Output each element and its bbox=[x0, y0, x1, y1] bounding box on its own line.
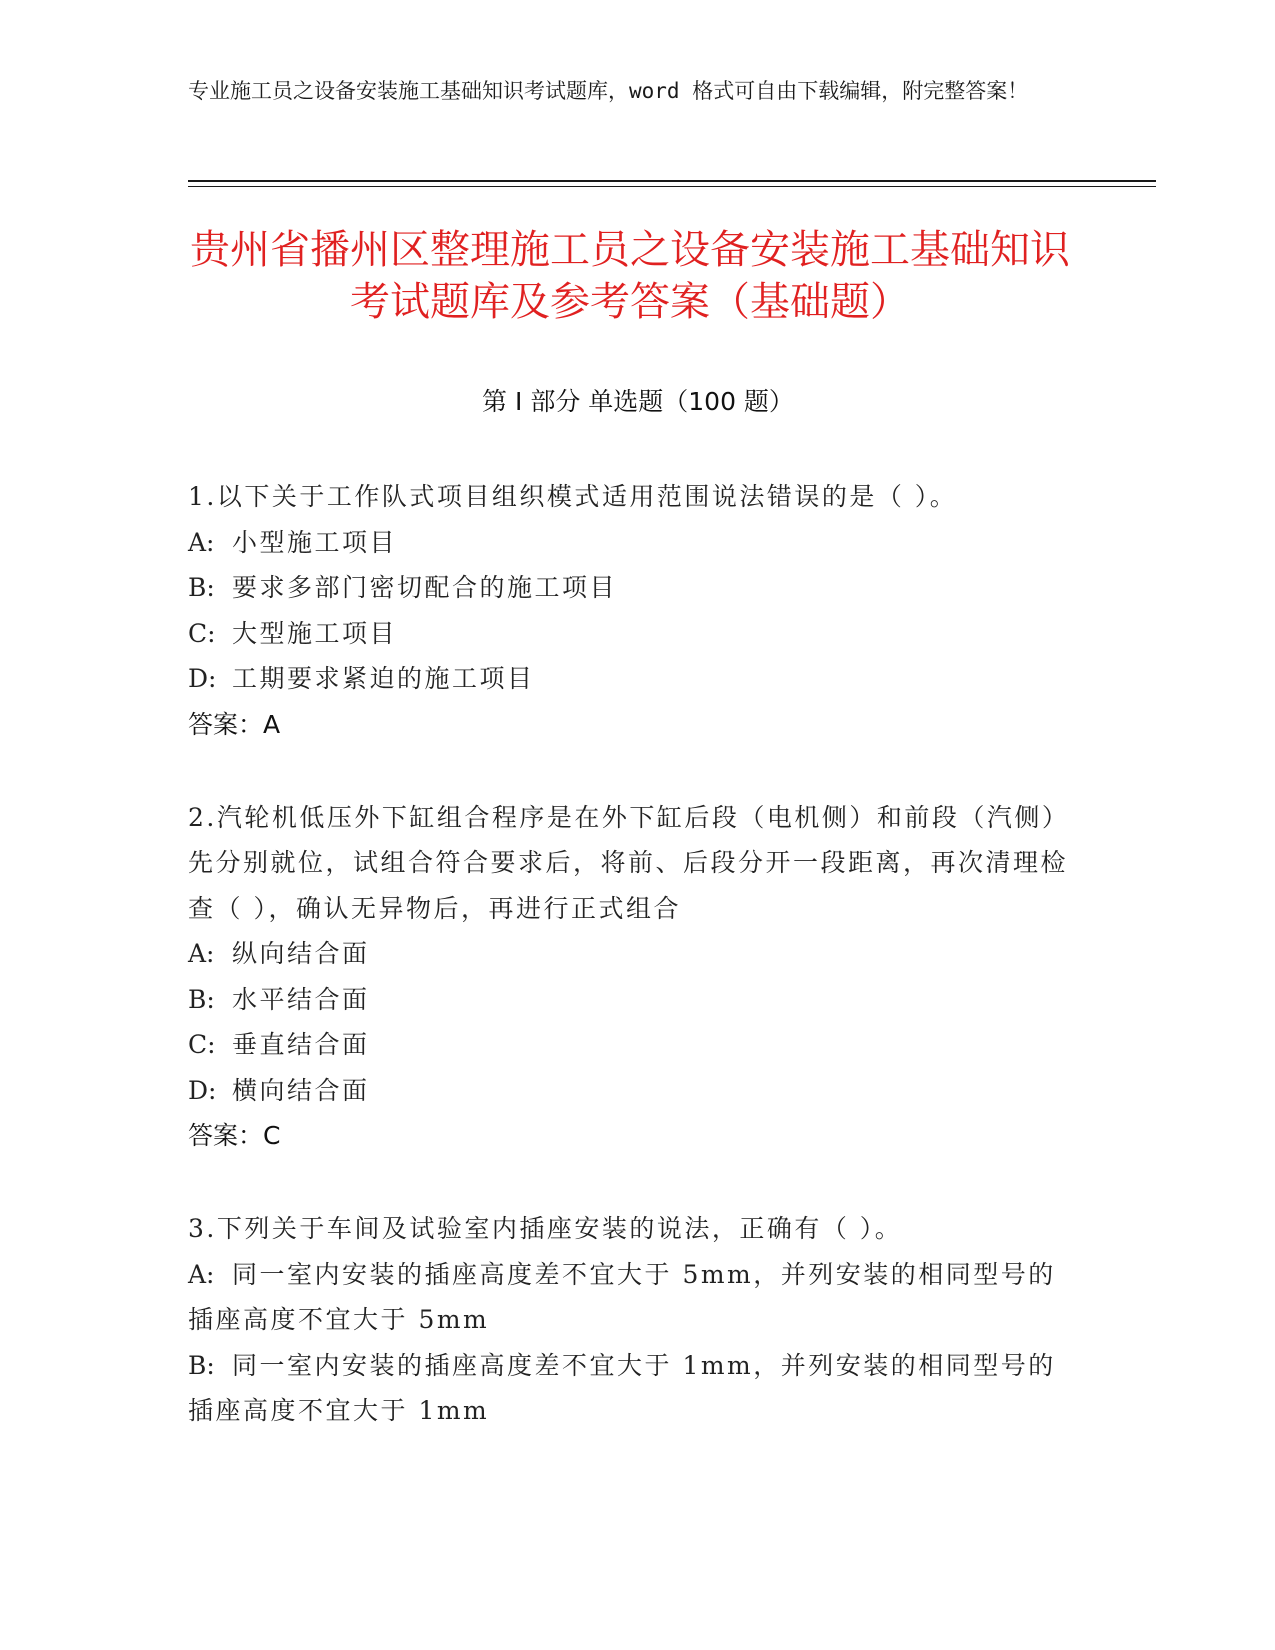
question-stem: 3.下列关于车间及试验室内插座安装的说法，正确有（ ）。 bbox=[188, 1214, 903, 1243]
option-text: 纵向结合面 bbox=[232, 939, 370, 968]
option-letter: A: bbox=[188, 939, 215, 968]
option-b bbox=[188, 1343, 1068, 1434]
option-letter: B: bbox=[188, 984, 215, 1014]
option-text: 要求多部门密切配合的施工项目 bbox=[232, 573, 618, 602]
option-letter: A: bbox=[188, 527, 215, 557]
option-letter: D: bbox=[188, 1075, 217, 1105]
option-d bbox=[188, 656, 1068, 702]
option-text: 垂直结合面 bbox=[232, 1030, 370, 1059]
header-note: 专业施工员之设备安装施工基础知识考试题库，word 格式可自由下载编辑，附完整答案！ bbox=[188, 79, 1029, 103]
option-letter: B: bbox=[188, 1350, 215, 1380]
option-d bbox=[188, 1068, 1068, 1114]
option-letter: B: bbox=[188, 573, 215, 602]
option-text: 同一室内安装的插座高度差不宜大于 1mm，并列安装的相同型号的插座高度不宜大于 1mm bbox=[188, 1350, 1056, 1425]
option-text: 小型施工项目 bbox=[232, 527, 398, 557]
question-stem: 2.汽轮机低压外下缸组合程序是在外下缸后段（电机侧）和前段（汽侧）先分别就位，试组合符合要求后，将前、后段分开一段距离，再次清理检查（ ），确认无异物后，再进行正式组合 bbox=[188, 802, 1069, 923]
question-list bbox=[188, 474, 1068, 1482]
option-text: 水平结合面 bbox=[232, 984, 370, 1014]
option-a bbox=[188, 931, 1068, 977]
question-2 bbox=[188, 795, 1068, 1159]
option-letter: D: bbox=[188, 664, 217, 693]
option-letter: A: bbox=[188, 1259, 215, 1289]
question-3 bbox=[188, 1206, 1068, 1434]
option-text: 同一室内安装的插座高度差不宜大于 5mm，并列安装的相同型号的插座高度不宜大于 5mm bbox=[188, 1259, 1056, 1334]
document-title: 贵州省播州区整理施工员之设备安装施工基础知识考试题库及参考答案（基础题） bbox=[190, 227, 1070, 325]
section-title: 第 I 部分 单选题（100 题） bbox=[482, 387, 794, 416]
option-c bbox=[188, 611, 1068, 657]
answer-line: 答案：C bbox=[188, 1121, 281, 1150]
option-text: 大型施工项目 bbox=[232, 618, 398, 648]
option-b bbox=[188, 565, 1068, 611]
option-text: 工期要求紧迫的施工项目 bbox=[232, 664, 535, 693]
question-stem: 1.以下关于工作队式项目组织模式适用范围说法错误的是（ ）。 bbox=[188, 482, 958, 511]
answer-line: 答案：A bbox=[188, 709, 281, 739]
option-a bbox=[188, 1252, 1068, 1343]
option-b bbox=[188, 977, 1068, 1023]
header-divider-thin bbox=[188, 186, 1156, 187]
option-c bbox=[188, 1022, 1068, 1068]
option-a bbox=[188, 520, 1068, 566]
option-text: 横向结合面 bbox=[232, 1075, 370, 1105]
option-letter: C: bbox=[188, 1030, 216, 1059]
question-1 bbox=[188, 474, 1068, 747]
option-letter: C: bbox=[188, 618, 216, 648]
header-divider-thick bbox=[188, 180, 1156, 182]
